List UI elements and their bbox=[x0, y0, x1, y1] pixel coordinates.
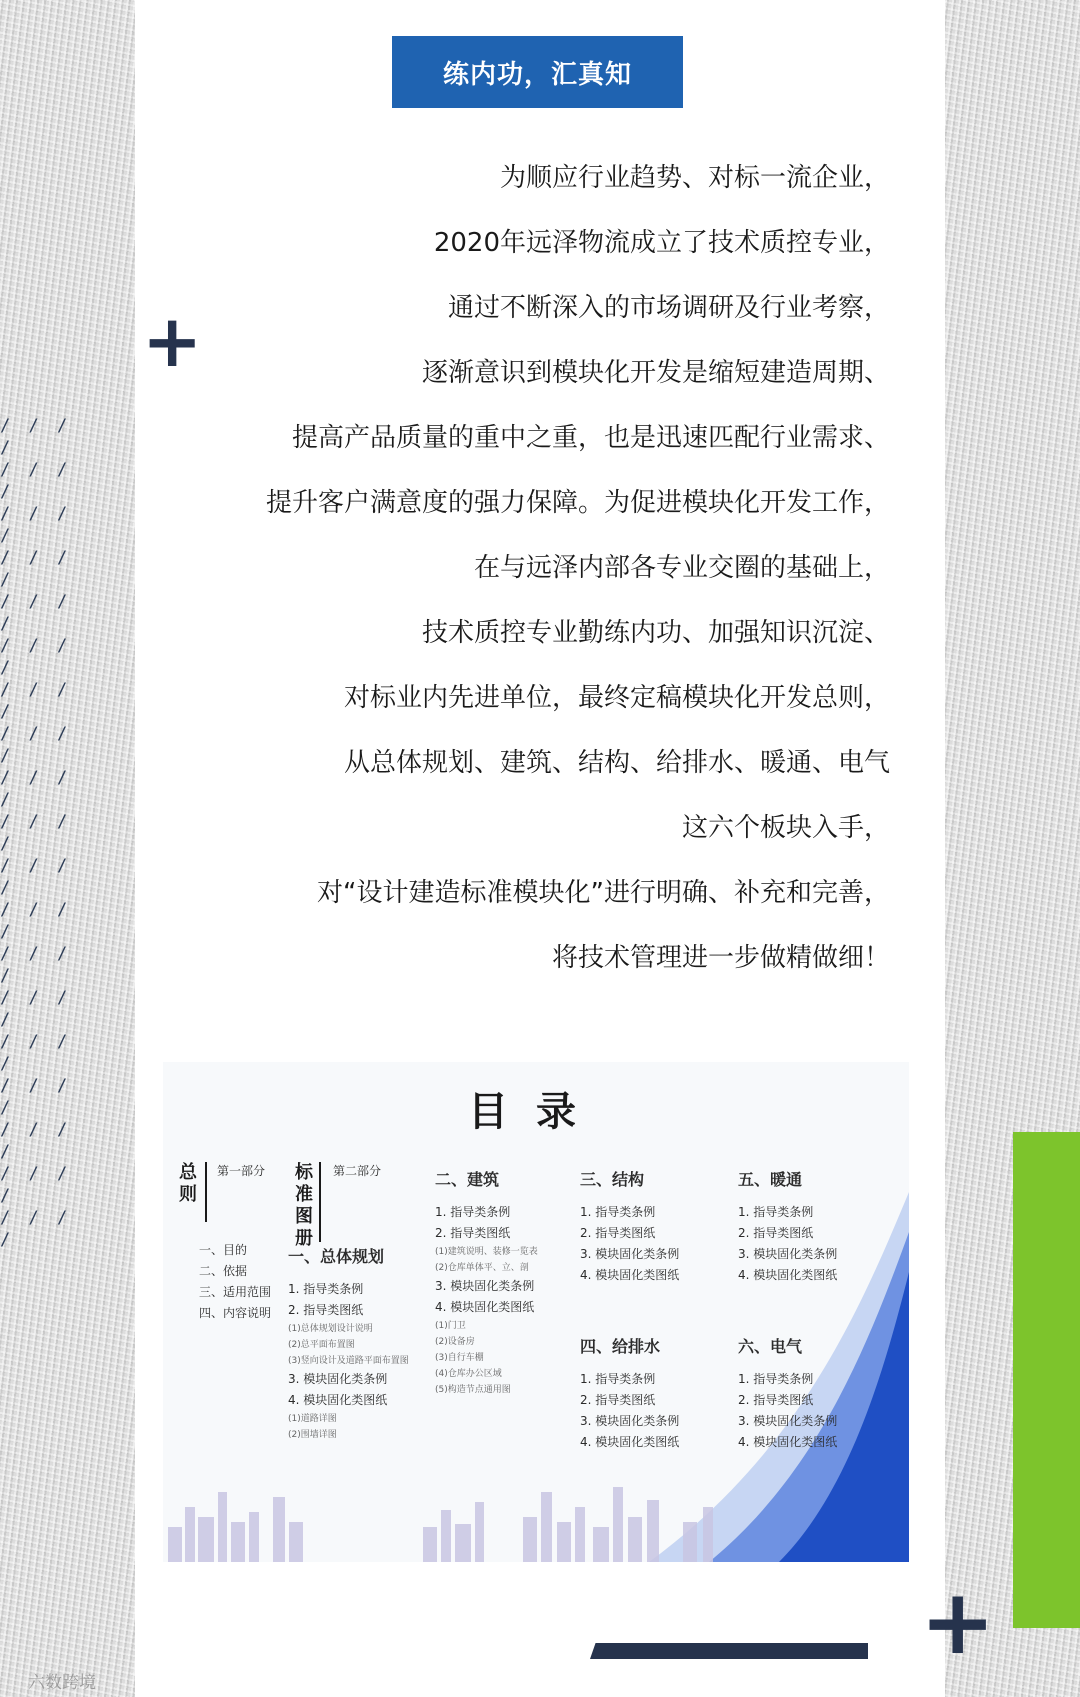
body-line: 从总体规划、建筑、结构、给排水、暖通、电气 bbox=[343, 748, 890, 778]
list-item: 4. 模块固化类图纸 bbox=[435, 1300, 535, 1314]
sub-item: (1)门卫 bbox=[435, 1321, 466, 1331]
watermark: 六数跨境 bbox=[28, 1673, 96, 1693]
architecture-section bbox=[435, 1167, 545, 1398]
list-item: 4. 模块固化类图纸 bbox=[738, 1268, 838, 1282]
green-accent-bar bbox=[1013, 1132, 1080, 1628]
part2-vertical-title: 标 准 图 册 bbox=[295, 1162, 313, 1249]
list-item: 1. 指导类条例 bbox=[738, 1205, 814, 1219]
body-line: 技术质控专业勤练内功、加强知识沉淀、 bbox=[421, 618, 890, 648]
section-heading: 四、给排水 bbox=[580, 1337, 661, 1356]
body-line: 提高产品质量的重中之重，也是迅速匹配行业需求、 bbox=[291, 423, 890, 453]
list-item: 1. 指导类条例 bbox=[435, 1205, 511, 1219]
body-line: 在与远泽内部各专业交圈的基础上， bbox=[473, 553, 890, 583]
plus-icon: + bbox=[142, 299, 203, 383]
planning-section bbox=[288, 1244, 408, 1443]
sub-item: (5)构造节点通用图 bbox=[435, 1385, 511, 1395]
sub-item: (1)建筑说明、装修一览表 bbox=[435, 1247, 538, 1257]
list-item: 3. 模块固化类条例 bbox=[580, 1414, 680, 1428]
list-item: 4. 模块固化类图纸 bbox=[580, 1268, 680, 1282]
section-title: 练内功，汇真知 bbox=[392, 36, 683, 108]
part2-label: 第二部分 bbox=[333, 1164, 382, 1178]
body-line: 将技术管理进一步做精做细！ bbox=[551, 943, 890, 973]
list-item: 一、目的 bbox=[199, 1243, 248, 1257]
electrical-section bbox=[738, 1334, 837, 1453]
toc-image bbox=[163, 1062, 909, 1562]
dark-accent-bar bbox=[590, 1643, 868, 1659]
sub-item: (3)自行车棚 bbox=[435, 1353, 484, 1363]
list-item: 4. 模块固化类图纸 bbox=[738, 1435, 838, 1449]
part1-list bbox=[199, 1240, 271, 1324]
list-item: 2. 指导类图纸 bbox=[580, 1393, 656, 1407]
sub-item: (2)仓库单体平、立、剖 bbox=[435, 1263, 529, 1273]
list-item: 2. 指导类图纸 bbox=[738, 1226, 814, 1240]
body-line: 这六个板块入手， bbox=[681, 813, 890, 843]
part1-label: 第一部分 bbox=[217, 1164, 266, 1178]
hvac-section bbox=[738, 1167, 837, 1286]
body-line: 提升客户满意度的强力保障。为促进模块化开发工作， bbox=[265, 488, 890, 518]
list-item: 3. 模块固化类条例 bbox=[738, 1414, 838, 1428]
divider bbox=[319, 1162, 321, 1242]
sub-item: (2)围墙详图 bbox=[288, 1430, 337, 1440]
slash-pattern: / / / / / / / / / / / / / / / / / / / / / / / / / / / / / / / / / / / / / / / / / / / / / / / / / / / / / / / / / / / / / / / / / / / / / / / / / / / / bbox=[0, 416, 72, 1250]
sub-item: (1)总体规划设计说明 bbox=[288, 1324, 373, 1334]
sub-item: (4)仓库办公区域 bbox=[435, 1369, 502, 1379]
section-heading: 一、总体规划 bbox=[288, 1247, 385, 1266]
list-item: 1. 指导类条例 bbox=[580, 1372, 656, 1386]
list-item: 2. 指导类图纸 bbox=[288, 1303, 364, 1317]
list-item: 2. 指导类图纸 bbox=[738, 1393, 814, 1407]
section-heading: 二、建筑 bbox=[435, 1170, 500, 1189]
list-item: 2. 指导类图纸 bbox=[435, 1226, 511, 1240]
body-line: 为顺应行业趋势、对标一流企业， bbox=[499, 163, 890, 193]
list-item: 4. 模块固化类图纸 bbox=[288, 1393, 388, 1407]
left-texture-background bbox=[0, 0, 135, 1697]
section-heading: 六、电气 bbox=[738, 1337, 803, 1356]
body-line: 通过不断深入的市场调研及行业考察， bbox=[447, 293, 890, 323]
plus-icon: + bbox=[920, 1570, 996, 1675]
list-item: 3. 模块固化类条例 bbox=[288, 1372, 388, 1386]
sub-item: (3)竖向设计及道路平面布置图 bbox=[288, 1356, 409, 1366]
list-item: 1. 指导类条例 bbox=[580, 1205, 656, 1219]
body-line: 2020年远泽物流成立了技术质控专业， bbox=[433, 228, 890, 258]
toc-title: 目录 bbox=[468, 1089, 604, 1135]
section-heading: 三、结构 bbox=[580, 1170, 645, 1189]
part1-vertical-title: 总 则 bbox=[179, 1162, 197, 1205]
body-paragraph bbox=[130, 152, 890, 997]
section-heading: 五、暖通 bbox=[738, 1170, 803, 1189]
drainage-section bbox=[580, 1334, 679, 1453]
sub-item: (1)道路详图 bbox=[288, 1414, 337, 1424]
list-item: 二、依据 bbox=[199, 1264, 248, 1278]
body-line: 对“设计建造标准模块化”进行明确、补充和完善， bbox=[317, 878, 890, 908]
list-item: 1. 指导类条例 bbox=[288, 1282, 364, 1296]
list-item: 3. 模块固化类条例 bbox=[580, 1247, 680, 1261]
list-item: 三、适用范围 bbox=[199, 1285, 272, 1299]
divider bbox=[205, 1162, 207, 1222]
list-item: 1. 指导类条例 bbox=[738, 1372, 814, 1386]
sub-item: (2)总平面布置图 bbox=[288, 1340, 355, 1350]
list-item: 2. 指导类图纸 bbox=[580, 1226, 656, 1240]
structure-section bbox=[580, 1167, 679, 1286]
body-line: 对标业内先进单位，最终定稿模块化开发总则， bbox=[343, 683, 890, 713]
city-skyline-graphic bbox=[163, 1472, 909, 1562]
list-item: 3. 模块固化类条例 bbox=[435, 1279, 535, 1293]
sub-item: (2)设备房 bbox=[435, 1337, 475, 1347]
list-item: 四、内容说明 bbox=[199, 1306, 272, 1320]
body-line: 逐渐意识到模块化开发是缩短建造周期、 bbox=[421, 358, 890, 388]
list-item: 3. 模块固化类条例 bbox=[738, 1247, 838, 1261]
list-item: 4. 模块固化类图纸 bbox=[580, 1435, 680, 1449]
